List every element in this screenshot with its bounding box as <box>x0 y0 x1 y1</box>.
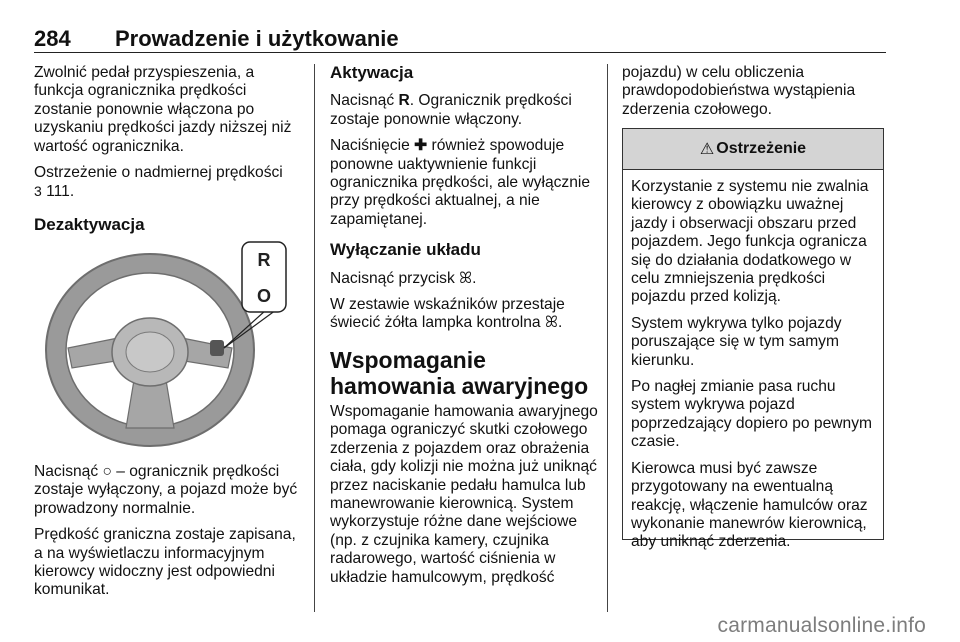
paragraph-deactivation <box>34 463 302 518</box>
column-left-lower <box>34 463 302 608</box>
page-title: Prowadzenie i użytkowanie <box>115 26 399 51</box>
paragraph-press-button <box>330 270 598 288</box>
control-lamp-icon: ꕤ <box>544 314 558 332</box>
warning-paragraph: System wykrywa tylko pojazdy poruszające się w tym samym kierunku. <box>631 314 842 369</box>
warning-title: Ostrzeżenie <box>716 140 807 157</box>
heading-activation: Aktywacja <box>330 63 414 82</box>
heading-system-off: Wyłączanie układu <box>330 240 481 260</box>
column-divider <box>607 64 608 612</box>
button-o-label: O <box>256 286 272 306</box>
period: . <box>472 269 477 287</box>
press-text: Nacisnąć <box>34 463 99 480</box>
warning-body <box>623 170 883 552</box>
warning-paragraph: Korzystanie z systemu nie zwalnia kierowcy z obowiązku uważnej jazdy i obserwacji obszaru przed pojazdem. Jego funkcja ogranicza się do działania dodatkowego w celu zmniejszenia prędkości pojazdu przed kolizją. <box>631 178 869 306</box>
reference-arrow-icon: 3 <box>34 183 42 200</box>
press-plus-text: Naciśnięcie <box>330 137 410 155</box>
circle-button-icon: ○ <box>102 463 112 480</box>
warning-paragraph: Po nagłej zmianie pasa ruchu system wykrywa pojazd poprzedzający dopiero po pewnym czasie. <box>631 378 872 451</box>
column-left <box>34 64 302 244</box>
page-header <box>34 26 886 53</box>
warning-header <box>623 129 883 170</box>
plus-description: również spowoduje ponowne uaktywnienie funkcji ogranicznika prędkości, ale wyłącznie przy prędkości aktualnej, a nie zapamiętanej. <box>330 137 591 228</box>
indicator-text: W zestawie wskaźników przestaje świecić żółta lampka kontrolna <box>330 296 565 332</box>
period: . <box>557 314 563 332</box>
paragraph-emergency-braking: Wspomaganie hamowania awaryjnego pomaga ograniczyć skutki czołowego zderzenia z pojazdem oraz obrażenia ciała, gdy kolizji nie można już uniknąć przez naciskanie pedału hamulca lub manewrowanie kierownicą. System wykorzystuje różne dane wejściowe (np. z czujnika kamery, czujnika radarowego, wartość ciśnienia w układzie hamulcowym, prędkość <box>330 402 598 586</box>
press-button-text: Nacisnąć przycisk <box>330 269 455 287</box>
watermark: carmanualsonline.info <box>717 614 926 637</box>
paragraph-limit-stored: Prędkość graniczna zostaje zapisana, a na wyświetlaczu informacyjnym kierowcy widoczny jest odpowiedni komunikat. <box>34 526 296 599</box>
paragraph-overspeed-warning <box>34 164 302 202</box>
steering-wheel-figure <box>34 240 296 450</box>
column-middle <box>330 64 598 595</box>
plus-icon: ✚ <box>414 137 428 155</box>
button-r-label: R <box>257 250 271 270</box>
speed-limiter-icon: ꕤ <box>459 269 473 287</box>
paragraph-release-accelerator: Zwolnić pedał przyspieszenia, a funkcja ogranicznika prędkości zostanie ponownie włączona po uzyskaniu prędkości jazdy niższej niż wartość ogranicznika. <box>34 64 292 155</box>
activation-text: . Ogranicznik prędkości zostaje ponownie włączony. <box>330 92 572 128</box>
column-right <box>622 64 886 127</box>
press-text: Nacisnąć <box>330 92 395 110</box>
page-number: 284 <box>34 26 71 51</box>
column-divider <box>314 64 315 612</box>
paragraph-plus-button <box>330 137 598 229</box>
overspeed-text: Ostrzeżenie o nadmiernej prędkości <box>34 164 283 182</box>
warning-paragraph: Kierowca musi być zawsze przygotowany na ewentualną reakcję, włączenie hamulców oraz wykonanie manewrów kierownicą, aby uniknąć zderzenia. <box>631 459 868 551</box>
heading-deactivation: Dezaktywacja <box>34 214 145 234</box>
paragraph-indicator-light <box>330 296 598 333</box>
paragraph-activation <box>330 92 598 129</box>
r-button-label: R <box>398 92 410 110</box>
section-title-emergency-braking: Wspomaganie hamowania awaryjnego <box>330 346 589 399</box>
page-reference-link[interactable]: 111. <box>46 183 75 201</box>
paragraph-collision-probability: pojazdu) w celu obliczenia prawdopodobieństwa wystąpienia zderzenia czołowego. <box>622 64 856 118</box>
deactivation-text: – ogranicznik prędkości zostaje wyłączony, a pojazd może być prowadzony normalnie. <box>34 463 298 517</box>
warning-triangle-icon: ⚠ <box>699 141 715 158</box>
warning-box <box>622 128 884 551</box>
